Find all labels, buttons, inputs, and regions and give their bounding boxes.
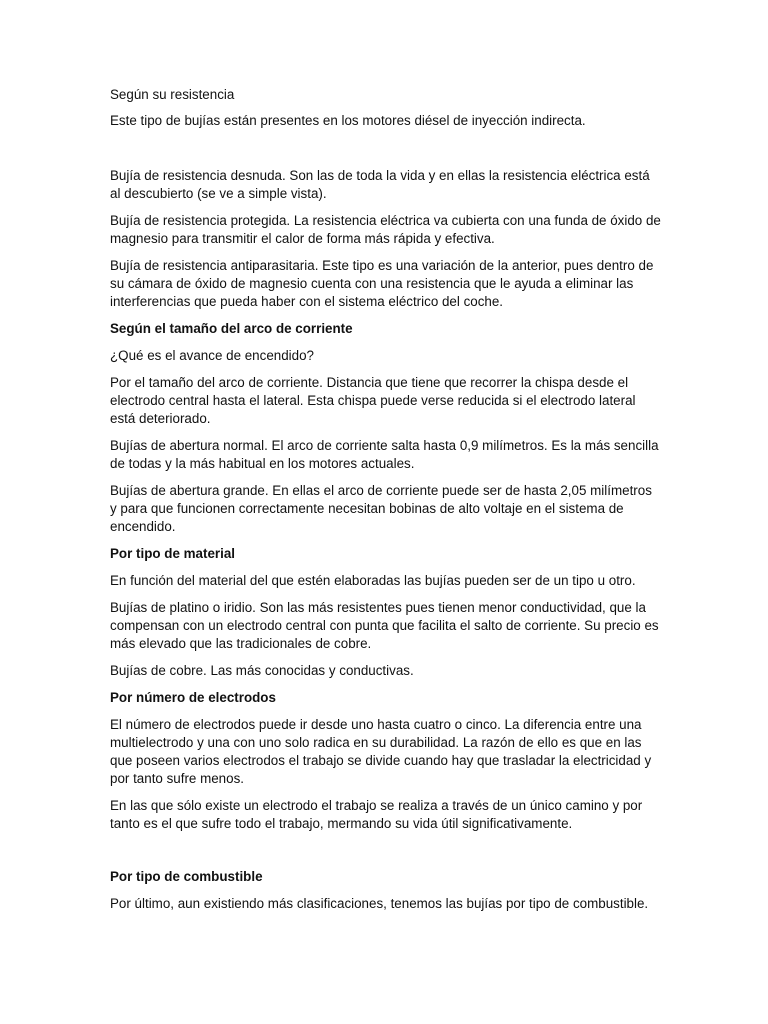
document-body (110, 86, 662, 913)
paragraph: Bujías de platino o iridio. Son las más resistentes pues tienen menor conductividad, que la compensan con un electrodo central con punta que facilita el salto de corriente. Su precio es más elevado que las tradicionales de cobre. (110, 600, 659, 651)
paragraph: Por el tamaño del arco de corriente. Distancia que tiene que recorrer la chispa desde el electrodo central hasta el lateral. Esta chispa puede verse reducida si el electrodo lateral está deteriorado. (110, 375, 636, 426)
paragraph: Bujías de cobre. Las más conocidas y conductivas. (110, 663, 414, 678)
paragraph: Bujías de abertura normal. El arco de corriente salta hasta 0,9 milímetros. Es la más sencilla de todas y la más habitual en los motores actuales. (110, 438, 659, 471)
paragraph: Bujía de resistencia protegida. La resistencia eléctrica va cubierta con una funda de óxido de magnesio para transmitir el calor de forma más rápida y efectiva. (110, 213, 661, 246)
section-heading: Según el tamaño del arco de corriente (110, 321, 353, 336)
paragraph: Bujías de abertura grande. En ellas el arco de corriente puede ser de hasta 2,05 milímetros y para que funcionen correctamente necesitan bobinas de alto voltaje en el sistema de encendido. (110, 483, 652, 534)
paragraph: Este tipo de bujías están presentes en los motores diésel de inyección indirecta. (110, 113, 586, 128)
section-heading: Por tipo de material (110, 546, 236, 561)
paragraph: El número de electrodos puede ir desde uno hasta cuatro o cinco. La diferencia entre una multielectrodo y una con uno solo radica en su durabilidad. La razón de ello es que en las que poseen varios electrodos el trabajo se divide cuando hay que trasladar la electricidad y por tanto sufre menos. (110, 717, 652, 786)
paragraph: En función del material del que estén elaboradas las bujías pueden ser de un tipo u otro. (110, 573, 636, 588)
paragraph: ¿Qué es el avance de encendido? (110, 348, 314, 363)
paragraph: Según su resistencia (110, 87, 235, 102)
section-heading: Por número de electrodos (110, 690, 276, 705)
paragraph: Bujía de resistencia antiparasitaria. Este tipo es una variación de la anterior, pues dentro de su cámara de óxido de magnesio cuenta con una resistencia que le ayuda a eliminar las interferencias que pueda haber con el sistema eléctrico del coche. (110, 258, 654, 309)
paragraph: Por último, aun existiendo más clasificaciones, tenemos las bujías por tipo de combustible. (110, 896, 649, 911)
paragraph: En las que sólo existe un electrodo el trabajo se realiza a través de un único camino y por tanto es el que sufre todo el trabajo, mermando su vida útil significativamente. (110, 798, 643, 831)
paragraph: Bujía de resistencia desnuda. Son las de toda la vida y en ellas la resistencia eléctrica está al descubierto (se ve a simple vista). (110, 168, 650, 201)
section-heading: Por tipo de combustible (110, 869, 263, 884)
